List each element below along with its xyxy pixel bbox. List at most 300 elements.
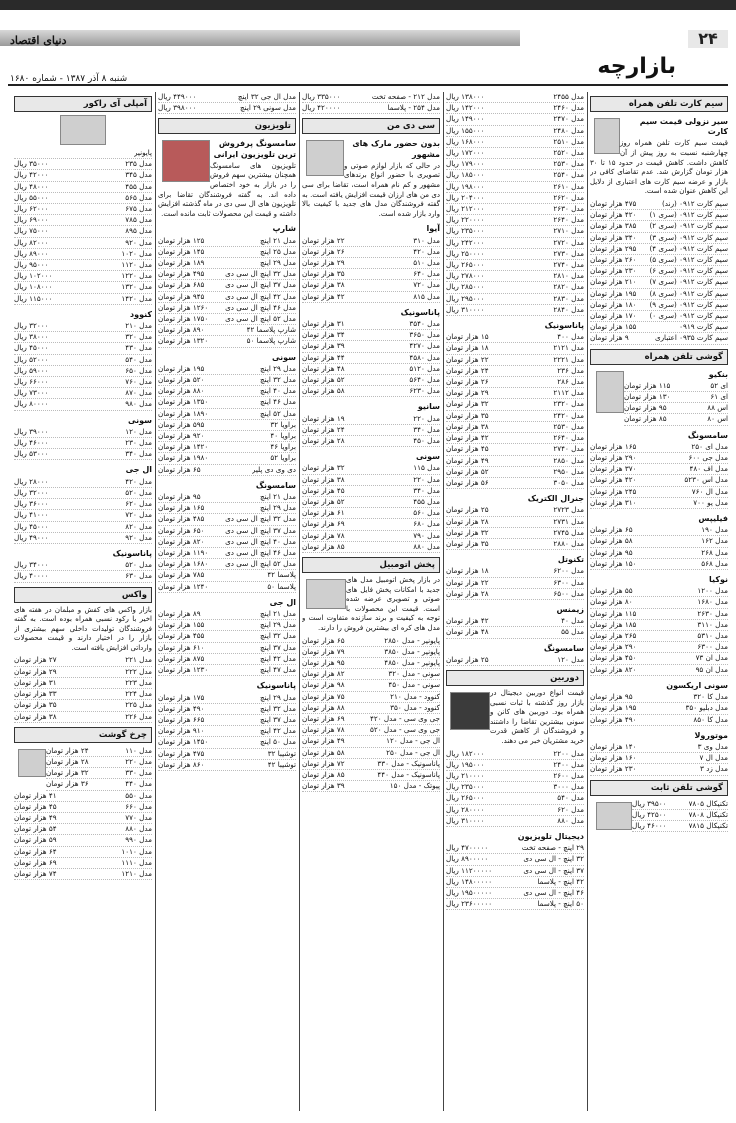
item-price: ۴۵ هزار تومان	[446, 444, 489, 454]
item-name: مدل ۲۱۰	[125, 321, 152, 331]
item-name: مدل ۶۳۰۰	[553, 577, 584, 587]
item-price: ۴۲ هزار تومان	[446, 433, 489, 443]
item-name: مدل ۴۲۰	[413, 246, 440, 256]
price-row	[446, 114, 584, 125]
item-price: ۱۹۵ هزار تومان	[590, 703, 637, 713]
item-name: سیم کارت ۰۹۱۹	[679, 322, 728, 332]
car-audio-image	[306, 579, 346, 609]
item-price: ۱۱۹۰ هزار تومان	[158, 548, 209, 558]
item-name: مدل ۲۲۰	[413, 474, 440, 484]
price-row	[590, 442, 728, 453]
item-name: مدل ۲۲۰	[125, 756, 152, 766]
item-price: ۲۶۵ هزار تومان	[590, 631, 637, 641]
cd-player-image	[306, 140, 344, 176]
item-price: ۴۹۰ هزار تومان	[158, 703, 205, 713]
item-price: ۹۴۵ هزار تومان	[158, 291, 205, 301]
item-price: ۱۹ هزار تومان	[302, 413, 345, 423]
item-name: سیم کارت ۰۹۱۲ (سری ۳)	[649, 232, 728, 242]
brand-heading: آیوا	[426, 224, 440, 234]
price-row	[624, 392, 728, 403]
item-name: تکنیکال ۷۸۰۸	[688, 809, 728, 819]
item-price: ۲۳۵۰۰۰ ریال	[446, 782, 485, 792]
item-name: مدل ۲۷۲۳	[553, 505, 584, 515]
item-price: ۳۸ هزار تومان	[446, 421, 489, 431]
item-price: ۱۵۵ هزار تومان	[158, 620, 205, 630]
price-list	[446, 92, 584, 316]
price-row	[158, 726, 296, 737]
price-row	[14, 858, 152, 869]
price-row	[158, 397, 296, 408]
item-price: ۳۱۰۰۰۰ ریال	[446, 304, 485, 314]
item-price: ۲۶۰ هزار تومان	[590, 254, 637, 264]
column-divider	[587, 92, 588, 1111]
item-name: مدل ۳۲ اینچ	[260, 375, 296, 385]
item-name: مدل زد ۳	[700, 764, 728, 774]
item-name: مدل ۲۱۲ - صفحه تخت	[371, 92, 440, 101]
item-name: مدل ۷۸۵	[125, 215, 152, 225]
column-5	[14, 92, 152, 1111]
price-row	[14, 700, 152, 711]
item-name: مدل ۶۶۰	[125, 801, 152, 811]
item-price: ۲۴۲۰۰۰ ریال	[446, 237, 485, 247]
car-audio-paragraph: در بازار پخش اتومبیل مدل های جدید با امکانات پخش فایل های صوتی و تصویری عرضه شده است. قیمت این محصولات با توجه به کیفیت و برند سازنده متفاوت است و مدل های کره ای بیشترین فروش را دارند.	[302, 576, 440, 633]
item-name: مدل ۷۲۰	[125, 510, 152, 520]
item-price: ۶۱ هزار تومان	[302, 508, 345, 518]
item-price: ۶۹ هزار تومان	[302, 714, 345, 724]
item-price: ۱۳۰ هزار تومان	[624, 392, 671, 402]
item-price: ۱۸ هزار تومان	[446, 343, 489, 353]
price-row	[158, 336, 296, 347]
item-price: ۱۷۲۰۰۰ ریال	[446, 148, 485, 158]
item-price: ۳۴۰۰۰ ریال	[14, 560, 49, 570]
item-price: ۱۶۸۰۰۰ ریال	[446, 136, 485, 146]
item-name: مدل ۸۸۰	[125, 824, 152, 834]
price-row	[14, 791, 152, 802]
price-row	[14, 813, 152, 824]
price-row	[302, 258, 440, 269]
item-price: ۴۲ هزار تومان	[446, 616, 489, 626]
price-row	[590, 642, 728, 653]
item-price: ۴۱۰۰۰ ریال	[14, 510, 49, 520]
item-name: مدل ۳۲ اینچ	[260, 631, 296, 641]
price-row	[158, 537, 296, 548]
item-name: ای ۶۱	[710, 392, 728, 402]
item-price: ۹۵ هزار تومان	[624, 403, 667, 413]
price-row	[14, 193, 152, 204]
item-name: مدل ای ۲۵۰	[691, 441, 728, 451]
item-price: ۱۴۵۰ هزار تومان	[158, 737, 209, 747]
price-row	[446, 805, 584, 816]
price-row	[590, 764, 728, 775]
item-name: مدل اس ۵۲۳۰	[684, 475, 728, 485]
item-name: مدل سونی ۲۹ اینچ	[240, 103, 296, 113]
item-price: ۲۳۶۰۰۰۰۰ ریال	[446, 899, 493, 909]
price-row	[590, 586, 728, 597]
item-name: مدل ۱۹۰	[701, 525, 728, 535]
item-price: ۴۵۵ هزار تومان	[158, 631, 205, 641]
item-name: مدل ۲۳۵	[125, 159, 152, 169]
price-row	[302, 463, 440, 474]
price-row	[46, 746, 152, 757]
item-name: مدل ۱۶۸۰	[697, 597, 728, 607]
price-row	[158, 303, 296, 314]
radio-image	[60, 115, 106, 145]
price-row	[624, 414, 728, 425]
item-price: ۴۲۰ هزار تومان	[590, 210, 637, 220]
price-row	[158, 375, 296, 386]
price-row	[14, 159, 152, 170]
price-row	[590, 277, 728, 288]
item-price: ۱۱۵ هزار تومان	[624, 380, 671, 390]
item-name: مدل ۳۱۰	[413, 235, 440, 245]
price-row	[590, 199, 728, 210]
price-row	[158, 236, 296, 247]
item-price: ۲۳۰ هزار تومان	[590, 764, 637, 774]
brand-heading: نوکیا	[709, 575, 728, 585]
item-price: ۸۹۰ هزار تومان	[158, 325, 205, 335]
item-name: مدل ۲۳۲۰	[553, 399, 584, 409]
price-row	[302, 103, 440, 114]
item-price: ۴۹۰۰۰ ریال	[14, 532, 49, 542]
item-price: ۱۸۲۰۰۰ ریال	[446, 748, 485, 758]
item-name: مدل دبلیو ۳۵۰	[685, 703, 728, 713]
item-price: ۶۵ هزار تومان	[302, 635, 345, 645]
item-name: مدل اف ۴۸۰	[689, 464, 728, 474]
price-row	[14, 835, 152, 846]
item-name: مدل ۶۵۰۰	[553, 588, 584, 598]
item-price: ۳۵ هزار تومان	[14, 700, 57, 710]
item-price: ۸۲۰۰۰ ریال	[14, 237, 49, 247]
item-price: ۱۳۲۰ هزار تومان	[158, 336, 209, 346]
tv-section-header: تلویزیون	[158, 118, 296, 134]
item-name: مدل ۳۶۵۰	[409, 330, 440, 340]
camera-image	[450, 692, 490, 730]
price-row	[158, 503, 296, 514]
item-price: ۸۵ هزار تومان	[624, 414, 667, 424]
price-row	[158, 693, 296, 704]
item-price: ۲۲ هزار تومان	[446, 577, 489, 587]
item-price: ۵۹ هزار تومان	[14, 835, 57, 845]
item-name: پاناسونیک - مدل ۴۴۰	[377, 770, 440, 780]
item-price: ۶۵ هزار تومان	[158, 464, 201, 474]
price-row	[590, 487, 728, 498]
item-name: مدل ۲۷۴۵	[553, 527, 584, 537]
price-row	[446, 627, 584, 638]
price-row	[14, 377, 152, 388]
price-row	[446, 760, 584, 771]
price-row	[302, 770, 440, 781]
item-name: براویا ۳۲	[270, 419, 296, 429]
price-row	[446, 843, 584, 854]
item-name: مدل یو ۷۰۰	[693, 497, 728, 507]
item-price: ۲۶ هزار تومان	[446, 377, 489, 387]
price-row	[14, 869, 152, 880]
price-row	[590, 703, 728, 714]
item-price: ۳۹۰۰۰ ریال	[14, 426, 49, 436]
item-name: مدل ۲۴۲۰	[553, 410, 584, 420]
item-price: ۱۷۵ هزار تومان	[158, 692, 205, 702]
item-name: جی وی سی - مدل ۵۲۰	[370, 725, 440, 735]
price-row	[446, 182, 584, 193]
item-name: مدل ۸۸۰	[557, 815, 584, 825]
price-row	[590, 221, 728, 232]
item-price: ۱۹۸۰ هزار تومان	[158, 453, 209, 463]
item-price: ۸۵ هزار تومان	[302, 541, 345, 551]
price-row	[302, 725, 440, 736]
item-price: ۳۲۰۰۰ ریال	[14, 487, 49, 497]
item-price: ۳۴۰ هزار تومان	[590, 232, 637, 242]
item-price: ۴۲۵۰۰ ریال	[632, 809, 667, 819]
price-row	[14, 449, 152, 460]
price-row	[624, 381, 728, 392]
item-price: ۱۹۵۰۰۰۰۰ ریال	[446, 887, 493, 897]
item-name: مدل ۲۹ اینچ	[260, 620, 296, 630]
sim-paragraph: قیمت سیم کارت تلفن همراه روز چهارشنبه نسبت به روز پیش از آن کاهش داشت. کاهش قیمت در حدود ۱۵ تا ۳۰ هزار تومان گزارش شد. عدم تقاضای کافی در بازار و عرضه سیم کارت های اعتباری از دلایل این کاهش عنوان شده است.	[590, 139, 728, 196]
radio-section-header: آمپلی آی راکور	[14, 96, 152, 112]
price-row	[302, 353, 440, 364]
item-price: ۴۴۹۰۰۰ ریال	[158, 92, 197, 101]
mobile-phone-image	[596, 371, 624, 413]
price-row	[590, 536, 728, 547]
item-price: ۲۴ هزار تومان	[446, 365, 489, 375]
price-list	[158, 236, 296, 348]
price-row	[302, 748, 440, 759]
price-row	[632, 821, 728, 832]
item-name: مدل ۳۷ اینچ ال سی دی	[225, 525, 296, 535]
item-price: ۱۸۹ هزار تومان	[158, 257, 205, 267]
price-row	[446, 616, 584, 627]
price-row	[302, 680, 440, 691]
item-name: دی وی دی پلیر	[251, 464, 296, 474]
price-row	[158, 665, 296, 676]
item-name: مدل ۲۵۳۰	[553, 159, 584, 169]
item-name: سیم کارت ۰۹۱۲ (سری ۲)	[649, 221, 728, 231]
item-price: ۵۵ هزار تومان	[590, 586, 633, 596]
item-price: ۸۶۰ هزار تومان	[158, 759, 205, 769]
price-row	[158, 247, 296, 258]
header-rule	[8, 84, 728, 86]
item-name: ۴۶ اینچ - ال سی دی	[523, 887, 584, 897]
item-name: سیم کارت ۰۹۱۲ (سری ۰)	[649, 311, 728, 320]
item-price: ۱۲۶۰ هزار تومان	[158, 302, 209, 312]
price-row	[302, 531, 440, 542]
item-name: مدل ۵۲ اینچ ال سی دی	[225, 314, 296, 323]
item-name: ۳۲ اینچ - ال سی دی	[523, 854, 584, 864]
item-name: مدل ۲۷۴۰	[553, 260, 584, 270]
price-row	[446, 433, 584, 444]
item-name: ۴۲ اینچ - پلاسما	[537, 876, 584, 886]
item-price: ۸۷۵ هزار تومان	[158, 653, 205, 663]
item-name: مدل ۲۸۴۰	[553, 304, 584, 314]
item-name: مدل ۶۳۰۰	[697, 642, 728, 652]
brand-heading: فیلیپس	[698, 514, 728, 524]
item-price: ۱۶۵ هزار تومان	[158, 503, 205, 513]
price-row	[302, 692, 440, 703]
price-row	[158, 442, 296, 453]
item-price: ۲۸۰۰۰ ریال	[14, 476, 49, 486]
item-name: براویا ۴۰	[270, 431, 296, 441]
price-list	[158, 749, 296, 771]
item-name: ای ۵۲	[710, 380, 728, 390]
price-list	[446, 616, 584, 638]
item-name: مدل ۹۲۰	[125, 532, 152, 542]
item-price: ۲۶۵۰۰۰ ریال	[446, 260, 485, 270]
item-name: مدل ۲۶۴۰	[553, 215, 584, 225]
item-name: مدل ۶۳۰	[125, 571, 152, 581]
item-price: ۶۶۵ هزار تومان	[158, 714, 205, 724]
item-price: ۱۷۰ هزار تومان	[590, 311, 637, 320]
item-name: مدل ۱۴۲۰	[121, 293, 152, 303]
item-price: ۵۶ هزار تومان	[446, 477, 489, 487]
item-name: مدل ۲۹ اینچ	[260, 503, 296, 513]
item-price: ۴۷۵ هزار تومان	[158, 748, 205, 758]
price-row	[14, 438, 152, 449]
price-row	[158, 643, 296, 654]
price-row	[14, 499, 152, 510]
item-name: مدل ۲۴۰۰	[553, 759, 584, 769]
item-name: مدل ۷۶۰	[125, 377, 152, 387]
item-name: سیم کارت ۰۹۱۲ (سری ۷)	[649, 277, 728, 287]
price-row	[590, 665, 728, 676]
item-price: ۲۴۵ هزار تومان	[590, 486, 637, 496]
item-name: مدل ۱۰۱۰	[121, 846, 152, 856]
item-name: مدل ۲۳۰	[125, 438, 152, 448]
price-row	[14, 226, 152, 237]
item-price: ۸۰۰۰۰ ریال	[14, 399, 49, 409]
item-name: مدل ۸۲۰	[125, 521, 152, 531]
item-name: مدل ۱۶۲	[701, 536, 728, 546]
item-price: ۳۳۵۰۰۰ ریال	[302, 92, 341, 101]
price-row	[302, 425, 440, 436]
item-name: مدل ۹۸۰	[125, 399, 152, 409]
price-row	[302, 330, 440, 341]
price-row	[446, 899, 584, 910]
item-name: مدل ۳۲ اینچ ال سی دی	[225, 269, 296, 279]
item-price: ۵۸ هزار تومان	[302, 747, 345, 757]
item-price: ۵۳۰۰۰ ریال	[14, 449, 49, 459]
price-row	[302, 414, 440, 425]
price-row	[158, 292, 296, 303]
item-name: مدل ۲۳۶	[557, 365, 584, 375]
price-row	[446, 467, 584, 478]
item-name: تکنیکال ۷۸۱۵	[688, 820, 728, 830]
item-price: ۴۵۰۰۰ ریال	[14, 521, 49, 531]
item-price: ۶۱۰ هزار تومان	[158, 642, 205, 652]
item-price: ۱۹۵ هزار تومان	[590, 288, 637, 298]
brand-heading: سونی اریکسون	[666, 680, 728, 690]
price-row	[446, 589, 584, 600]
item-name: مدل ۱۱۲۰	[121, 260, 152, 270]
item-price: ۴۶۰۰۰ ریال	[632, 820, 667, 830]
price-row	[302, 292, 440, 303]
brand-heading: پاناسونیک	[256, 681, 296, 691]
cd-paragraph: در حالی که بازار لوازم صوتی و تصویری با حضور انواع برندهای مشهور و کم نام همراه است، تقاضا برای سی دی من های ارزان قیمت افزایش یافته است. به گفته فروشندگان مدل های جدید با کیفیت بالا وارد بازار شده است.	[302, 161, 440, 218]
item-name: مدل ۲۱۱۲	[553, 388, 584, 398]
price-row	[446, 771, 584, 782]
price-row	[446, 204, 584, 215]
item-price: ۷۹ هزار تومان	[302, 646, 345, 656]
price-list	[14, 321, 152, 411]
price-row	[302, 759, 440, 770]
item-name: مدل ۶۲۰	[125, 499, 152, 509]
price-list	[446, 655, 584, 666]
item-price: ۳۵ هزار تومان	[446, 538, 489, 548]
item-name: مدل ۴۲ اینچ	[260, 726, 296, 736]
item-name: مدل ۲۸۲۰	[553, 282, 584, 292]
item-price: ۸۵ هزار تومان	[302, 770, 345, 780]
price-row	[446, 271, 584, 282]
item-name: مدل ۱۱۵	[413, 463, 440, 473]
item-price: ۲۲ هزار تومان	[446, 354, 489, 364]
item-name: مدل ۳۲ اینچ	[260, 703, 296, 713]
item-price: ۳۸ هزار تومان	[302, 474, 345, 484]
item-name: مدل ۴۲۰	[125, 476, 152, 486]
item-price: ۸۸ هزار تومان	[302, 702, 345, 712]
item-price: ۱۴۲۰۰۰ ریال	[446, 103, 485, 113]
price-row	[590, 620, 728, 631]
item-name: مدل ۴۶ اینچ	[260, 397, 296, 407]
price-row	[446, 411, 584, 422]
price-row	[446, 444, 584, 455]
item-name: مدل ۲۲۲	[125, 666, 152, 676]
top-bar	[0, 0, 736, 10]
item-name: مدل ۴۲ اینچ ال سی دی	[225, 291, 296, 301]
item-price: ۲۷ هزار تومان	[14, 655, 57, 665]
price-list	[158, 609, 296, 676]
item-name: ال جی - مدل ۱۲۰	[386, 736, 440, 746]
price-row	[158, 715, 296, 726]
item-name: مدل ۲۲۴	[125, 689, 152, 699]
price-row	[14, 282, 152, 293]
item-price: ۴۰۰۰۰ ریال	[14, 571, 49, 581]
sim-subtitle: سیر نزولی قیمت سیم کارت	[639, 117, 728, 137]
fixed-phone-image	[596, 802, 632, 830]
price-row	[302, 703, 440, 714]
item-price: ۳۲۰۰۰ ریال	[14, 321, 49, 331]
price-row	[446, 854, 584, 865]
price-row	[14, 427, 152, 438]
item-price: ۲۸ هزار تومان	[302, 436, 345, 446]
price-list	[158, 92, 296, 114]
item-price: ۵۲ هزار تومان	[446, 466, 489, 476]
item-name: سیم کارت ۰۹۱۲ (سری ۶)	[649, 266, 728, 276]
price-row	[14, 533, 152, 544]
price-row	[446, 159, 584, 170]
sim-card-image	[594, 118, 620, 154]
price-row	[632, 810, 728, 821]
item-name: پایونیر - مدل ۴۸۵۰	[384, 658, 440, 668]
item-name: مدل ۵۲ اینچ ال سی دی	[225, 559, 296, 569]
column-divider	[155, 92, 156, 1111]
price-row	[302, 247, 440, 258]
item-price: ۵۲۰۰۰ ریال	[14, 354, 49, 364]
item-price: ۹۲۰ هزار تومان	[158, 431, 205, 441]
price-row	[14, 477, 152, 488]
item-price: ۴۲۰۰۰ ریال	[14, 170, 49, 180]
item-price: ۲۶۵۰۰۰ ریال	[446, 793, 485, 803]
item-name: سونی - مدل ۳۲۰	[388, 669, 440, 679]
price-row	[446, 528, 584, 539]
price-row	[590, 266, 728, 277]
item-price: ۷۸ هزار تومان	[302, 530, 345, 540]
price-row	[446, 749, 584, 760]
item-name: مدل ۳۷ اینچ ال سی دی	[225, 280, 296, 290]
item-name: مدل ۲۲۰	[413, 413, 440, 423]
sim-card-section-header: سیم کارت تلفن همراه	[590, 96, 728, 112]
price-row	[590, 244, 728, 255]
item-price: ۱۹۵۰۰۰ ریال	[446, 759, 485, 769]
item-name: مدل ۵۶۵	[125, 192, 152, 202]
